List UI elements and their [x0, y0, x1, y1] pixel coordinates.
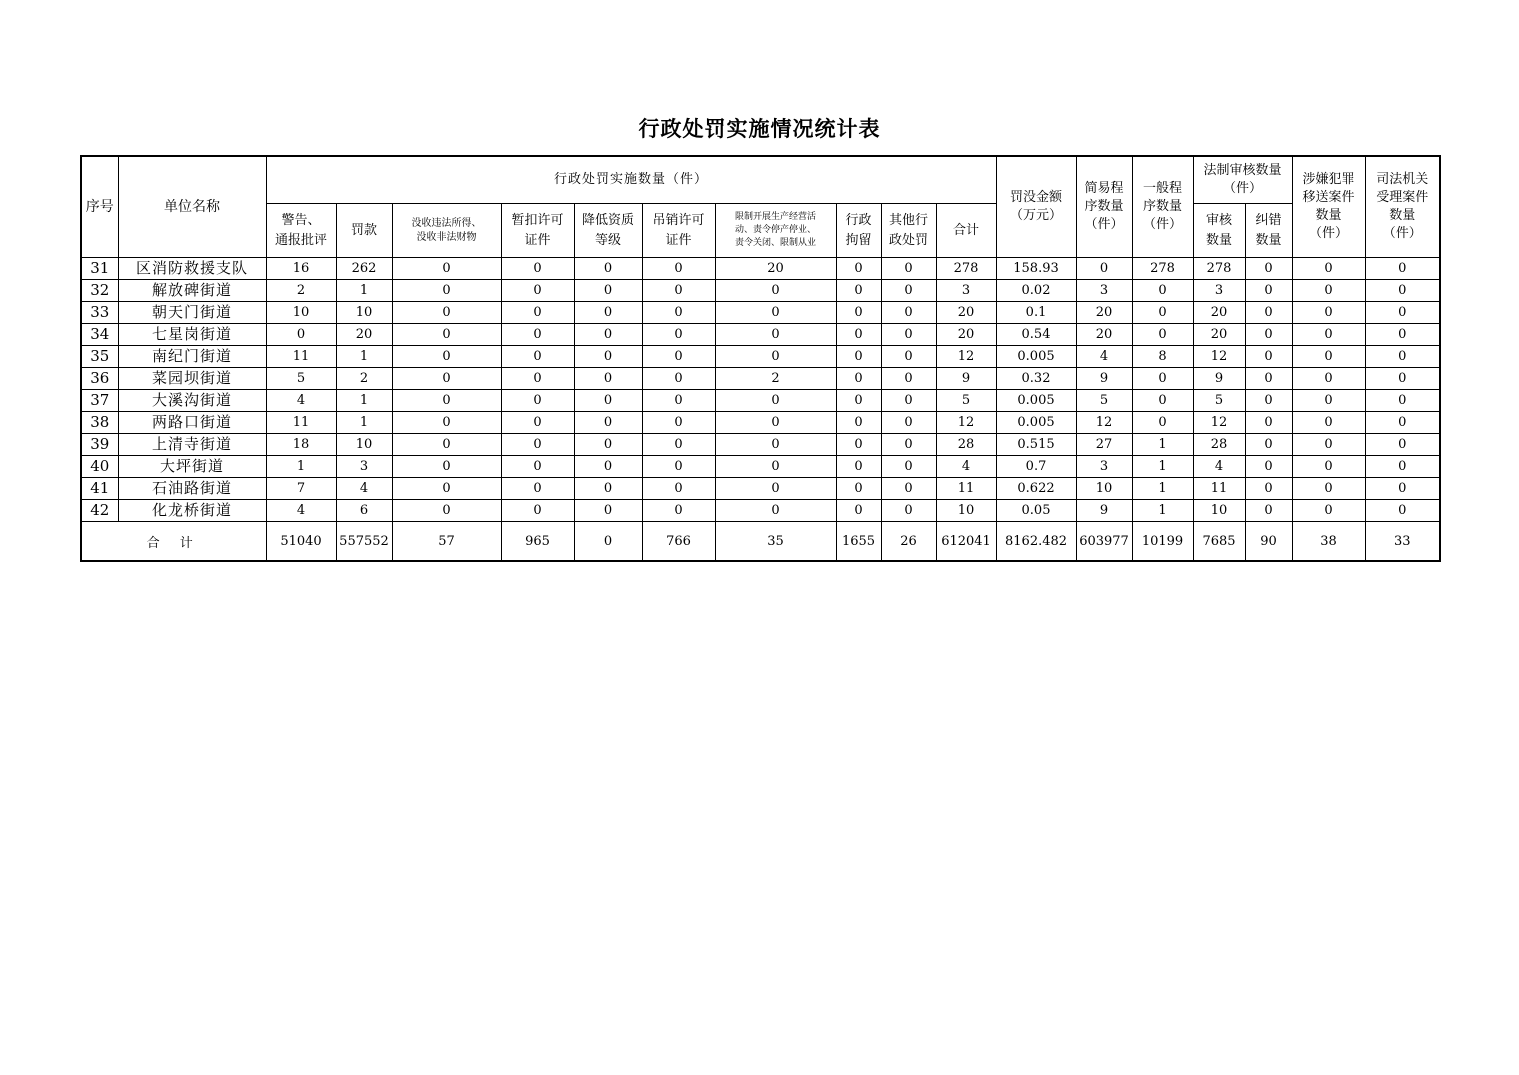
cell-amount: 0.54	[996, 324, 1076, 346]
total-downgrade: 0	[574, 522, 642, 562]
table-row	[81, 368, 1440, 390]
cell-subtotal: 278	[936, 258, 996, 280]
cell-judicial: 0	[1365, 456, 1440, 478]
cell-warning: 7	[266, 478, 336, 500]
cell-detention: 0	[836, 302, 881, 324]
cell-unit: 石油路街道	[118, 478, 266, 500]
header-subtotal: 合计	[936, 204, 996, 258]
cell-judicial: 0	[1365, 302, 1440, 324]
cell-review: 20	[1193, 324, 1245, 346]
cell-criminal: 0	[1292, 258, 1365, 280]
cell-other: 0	[881, 346, 936, 368]
cell-correction: 0	[1245, 258, 1292, 280]
cell-unit: 区消防救援支队	[118, 258, 266, 280]
cell-review: 10	[1193, 500, 1245, 522]
cell-amount: 158.93	[996, 258, 1076, 280]
cell-correction: 0	[1245, 368, 1292, 390]
cell-correction: 0	[1245, 434, 1292, 456]
cell-confiscate: 0	[392, 258, 501, 280]
cell-general: 0	[1132, 412, 1193, 434]
cell-unit: 化龙桥街道	[118, 500, 266, 522]
cell-simple: 27	[1076, 434, 1132, 456]
cell-restrict: 0	[715, 412, 836, 434]
total-revoke: 766	[642, 522, 715, 562]
cell-criminal: 0	[1292, 280, 1365, 302]
cell-amount: 0.02	[996, 280, 1076, 302]
cell-restrict: 2	[715, 368, 836, 390]
cell-warning: 16	[266, 258, 336, 280]
cell-correction: 0	[1245, 302, 1292, 324]
cell-downgrade: 0	[574, 478, 642, 500]
cell-fine: 3	[336, 456, 392, 478]
cell-general: 278	[1132, 258, 1193, 280]
cell-warning: 5	[266, 368, 336, 390]
cell-amount: 0.32	[996, 368, 1076, 390]
cell-judicial: 0	[1365, 390, 1440, 412]
cell-general: 1	[1132, 456, 1193, 478]
cell-seq: 41	[81, 478, 118, 500]
table-row	[81, 258, 1440, 280]
cell-criminal: 0	[1292, 368, 1365, 390]
total-subtotal: 612041	[936, 522, 996, 562]
cell-review: 11	[1193, 478, 1245, 500]
cell-suspend: 0	[501, 258, 574, 280]
cell-criminal: 0	[1292, 390, 1365, 412]
cell-revoke: 0	[642, 478, 715, 500]
cell-suspend: 0	[501, 368, 574, 390]
cell-fine: 4	[336, 478, 392, 500]
cell-detention: 0	[836, 280, 881, 302]
cell-simple: 10	[1076, 478, 1132, 500]
header-detention: 行政 拘留	[836, 204, 881, 258]
cell-fine: 10	[336, 302, 392, 324]
cell-restrict: 0	[715, 346, 836, 368]
header-restrict: 限制开展生产经营活 动、责令停产停业、 责令关闭、限制从业	[715, 204, 836, 258]
cell-seq: 33	[81, 302, 118, 324]
cell-review: 278	[1193, 258, 1245, 280]
cell-warning: 11	[266, 412, 336, 434]
cell-seq: 37	[81, 390, 118, 412]
cell-revoke: 0	[642, 434, 715, 456]
header-judicial-accepted: 司法机关 受理案件 数量 （件）	[1365, 156, 1440, 258]
cell-fine: 1	[336, 346, 392, 368]
table-row	[81, 346, 1440, 368]
total-confiscate: 57	[392, 522, 501, 562]
cell-confiscate: 0	[392, 368, 501, 390]
cell-correction: 0	[1245, 346, 1292, 368]
cell-judicial: 0	[1365, 346, 1440, 368]
cell-amount: 0.7	[996, 456, 1076, 478]
cell-simple: 9	[1076, 500, 1132, 522]
cell-amount: 0.005	[996, 390, 1076, 412]
total-warning: 51040	[266, 522, 336, 562]
header-criminal-transfer: 涉嫌犯罪 移送案件 数量 （件）	[1292, 156, 1365, 258]
cell-correction: 0	[1245, 456, 1292, 478]
cell-restrict: 0	[715, 434, 836, 456]
cell-fine: 1	[336, 412, 392, 434]
header-confiscate: 没收违法所得、 没收非法财物	[392, 204, 501, 258]
cell-criminal: 0	[1292, 302, 1365, 324]
cell-subtotal: 3	[936, 280, 996, 302]
header-seq: 序号	[81, 156, 118, 258]
total-row	[81, 522, 1440, 562]
cell-suspend: 0	[501, 412, 574, 434]
cell-revoke: 0	[642, 456, 715, 478]
cell-other: 0	[881, 302, 936, 324]
cell-other: 0	[881, 412, 936, 434]
cell-suspend: 0	[501, 302, 574, 324]
cell-restrict: 0	[715, 302, 836, 324]
table-row	[81, 434, 1440, 456]
cell-unit: 大坪街道	[118, 456, 266, 478]
cell-general: 0	[1132, 390, 1193, 412]
cell-general: 8	[1132, 346, 1193, 368]
cell-review: 5	[1193, 390, 1245, 412]
cell-revoke: 0	[642, 302, 715, 324]
header-downgrade: 降低资质 等级	[574, 204, 642, 258]
cell-restrict: 0	[715, 456, 836, 478]
cell-unit: 解放碑街道	[118, 280, 266, 302]
cell-warning: 4	[266, 500, 336, 522]
cell-detention: 0	[836, 456, 881, 478]
cell-detention: 0	[836, 478, 881, 500]
cell-confiscate: 0	[392, 500, 501, 522]
header-general-proc: 一般程 序数量 （件）	[1132, 156, 1193, 258]
cell-confiscate: 0	[392, 456, 501, 478]
cell-downgrade: 0	[574, 456, 642, 478]
cell-downgrade: 0	[574, 412, 642, 434]
cell-other: 0	[881, 456, 936, 478]
total-correction: 90	[1245, 522, 1292, 562]
cell-general: 0	[1132, 302, 1193, 324]
cell-seq: 42	[81, 500, 118, 522]
cell-subtotal: 10	[936, 500, 996, 522]
cell-suspend: 0	[501, 434, 574, 456]
cell-confiscate: 0	[392, 434, 501, 456]
cell-suspend: 0	[501, 478, 574, 500]
table-row	[81, 390, 1440, 412]
table-row	[81, 478, 1440, 500]
cell-judicial: 0	[1365, 434, 1440, 456]
cell-simple: 12	[1076, 412, 1132, 434]
cell-warning: 0	[266, 324, 336, 346]
table-row	[81, 412, 1440, 434]
total-fine: 557552	[336, 522, 392, 562]
cell-warning: 1	[266, 456, 336, 478]
cell-other: 0	[881, 368, 936, 390]
cell-simple: 4	[1076, 346, 1132, 368]
cell-seq: 39	[81, 434, 118, 456]
cell-suspend: 0	[501, 324, 574, 346]
cell-unit: 上清寺街道	[118, 434, 266, 456]
header-warning: 警告、 通报批评	[266, 204, 336, 258]
cell-suspend: 0	[501, 346, 574, 368]
cell-judicial: 0	[1365, 280, 1440, 302]
cell-fine: 1	[336, 280, 392, 302]
cell-review: 12	[1193, 412, 1245, 434]
cell-correction: 0	[1245, 390, 1292, 412]
cell-fine: 1	[336, 390, 392, 412]
cell-simple: 3	[1076, 280, 1132, 302]
cell-detention: 0	[836, 434, 881, 456]
cell-revoke: 0	[642, 368, 715, 390]
cell-downgrade: 0	[574, 302, 642, 324]
cell-downgrade: 0	[574, 280, 642, 302]
cell-warning: 11	[266, 346, 336, 368]
cell-amount: 0.1	[996, 302, 1076, 324]
cell-warning: 4	[266, 390, 336, 412]
table-row	[81, 324, 1440, 346]
cell-revoke: 0	[642, 280, 715, 302]
cell-criminal: 0	[1292, 478, 1365, 500]
cell-review: 3	[1193, 280, 1245, 302]
cell-detention: 0	[836, 412, 881, 434]
cell-general: 1	[1132, 500, 1193, 522]
cell-judicial: 0	[1365, 258, 1440, 280]
cell-judicial: 0	[1365, 324, 1440, 346]
cell-seq: 35	[81, 346, 118, 368]
cell-amount: 0.05	[996, 500, 1076, 522]
cell-warning: 18	[266, 434, 336, 456]
total-label: 合 计	[81, 522, 266, 562]
cell-detention: 0	[836, 346, 881, 368]
page-title: 行政处罚实施情况统计表	[638, 117, 881, 141]
cell-subtotal: 20	[936, 324, 996, 346]
cell-fine: 20	[336, 324, 392, 346]
cell-confiscate: 0	[392, 280, 501, 302]
table-row	[81, 280, 1440, 302]
cell-subtotal: 5	[936, 390, 996, 412]
header-other: 其他行 政处罚	[881, 204, 936, 258]
cell-judicial: 0	[1365, 478, 1440, 500]
cell-restrict: 0	[715, 390, 836, 412]
cell-simple: 0	[1076, 258, 1132, 280]
cell-general: 0	[1132, 368, 1193, 390]
cell-downgrade: 0	[574, 368, 642, 390]
cell-suspend: 0	[501, 456, 574, 478]
cell-revoke: 0	[642, 324, 715, 346]
cell-restrict: 0	[715, 478, 836, 500]
cell-simple: 3	[1076, 456, 1132, 478]
cell-suspend: 0	[501, 280, 574, 302]
cell-warning: 2	[266, 280, 336, 302]
cell-suspend: 0	[501, 500, 574, 522]
total-amount: 8162.482	[996, 522, 1076, 562]
header-legal-review-group: 法制审核数量 （件）	[1193, 156, 1292, 204]
header-amount: 罚没金额 （万元）	[996, 156, 1076, 258]
cell-correction: 0	[1245, 478, 1292, 500]
cell-general: 1	[1132, 434, 1193, 456]
cell-fine: 262	[336, 258, 392, 280]
cell-general: 0	[1132, 324, 1193, 346]
cell-downgrade: 0	[574, 434, 642, 456]
total-review: 7685	[1193, 522, 1245, 562]
header-review-count: 审核 数量	[1193, 204, 1245, 258]
total-judicial: 33	[1365, 522, 1440, 562]
header-simple-proc: 简易程 序数量 （件）	[1076, 156, 1132, 258]
cell-seq: 34	[81, 324, 118, 346]
cell-other: 0	[881, 500, 936, 522]
cell-unit: 两路口街道	[118, 412, 266, 434]
cell-other: 0	[881, 258, 936, 280]
cell-restrict: 20	[715, 258, 836, 280]
cell-judicial: 0	[1365, 500, 1440, 522]
cell-detention: 0	[836, 390, 881, 412]
cell-subtotal: 12	[936, 412, 996, 434]
total-general: 10199	[1132, 522, 1193, 562]
cell-detention: 0	[836, 324, 881, 346]
cell-other: 0	[881, 280, 936, 302]
cell-warning: 10	[266, 302, 336, 324]
cell-review: 12	[1193, 346, 1245, 368]
cell-restrict: 0	[715, 280, 836, 302]
cell-detention: 0	[836, 258, 881, 280]
cell-correction: 0	[1245, 324, 1292, 346]
cell-criminal: 0	[1292, 412, 1365, 434]
cell-general: 1	[1132, 478, 1193, 500]
cell-criminal: 0	[1292, 346, 1365, 368]
table-row	[81, 500, 1440, 522]
cell-other: 0	[881, 390, 936, 412]
total-criminal: 38	[1292, 522, 1365, 562]
cell-fine: 10	[336, 434, 392, 456]
header-revoke-license: 吊销许可 证件	[642, 204, 715, 258]
cell-review: 20	[1193, 302, 1245, 324]
cell-detention: 0	[836, 368, 881, 390]
cell-subtotal: 12	[936, 346, 996, 368]
cell-downgrade: 0	[574, 390, 642, 412]
cell-review: 4	[1193, 456, 1245, 478]
total-restrict: 35	[715, 522, 836, 562]
cell-detention: 0	[836, 500, 881, 522]
header-unit: 单位名称	[118, 156, 266, 258]
cell-other: 0	[881, 324, 936, 346]
cell-confiscate: 0	[392, 346, 501, 368]
cell-confiscate: 0	[392, 302, 501, 324]
table-body	[81, 258, 1440, 522]
cell-confiscate: 0	[392, 324, 501, 346]
cell-downgrade: 0	[574, 500, 642, 522]
cell-seq: 36	[81, 368, 118, 390]
cell-revoke: 0	[642, 346, 715, 368]
cell-downgrade: 0	[574, 258, 642, 280]
cell-correction: 0	[1245, 412, 1292, 434]
cell-seq: 38	[81, 412, 118, 434]
cell-criminal: 0	[1292, 324, 1365, 346]
cell-subtotal: 11	[936, 478, 996, 500]
header-row-1	[81, 156, 1440, 204]
cell-criminal: 0	[1292, 456, 1365, 478]
cell-suspend: 0	[501, 390, 574, 412]
cell-downgrade: 0	[574, 346, 642, 368]
cell-subtotal: 20	[936, 302, 996, 324]
cell-simple: 20	[1076, 302, 1132, 324]
cell-simple: 5	[1076, 390, 1132, 412]
cell-simple: 9	[1076, 368, 1132, 390]
cell-review: 9	[1193, 368, 1245, 390]
cell-restrict: 0	[715, 324, 836, 346]
cell-confiscate: 0	[392, 390, 501, 412]
cell-criminal: 0	[1292, 500, 1365, 522]
cell-amount: 0.515	[996, 434, 1076, 456]
cell-unit: 朝天门街道	[118, 302, 266, 324]
cell-amount: 0.005	[996, 412, 1076, 434]
table-row	[81, 302, 1440, 324]
total-simple: 603977	[1076, 522, 1132, 562]
cell-judicial: 0	[1365, 368, 1440, 390]
header-row-2	[81, 204, 1440, 258]
statistics-table	[80, 155, 1441, 562]
cell-correction: 0	[1245, 500, 1292, 522]
total-other: 26	[881, 522, 936, 562]
cell-restrict: 0	[715, 500, 836, 522]
cell-revoke: 0	[642, 390, 715, 412]
cell-revoke: 0	[642, 500, 715, 522]
cell-unit: 南纪门街道	[118, 346, 266, 368]
cell-confiscate: 0	[392, 478, 501, 500]
cell-fine: 2	[336, 368, 392, 390]
cell-seq: 31	[81, 258, 118, 280]
cell-confiscate: 0	[392, 412, 501, 434]
cell-downgrade: 0	[574, 324, 642, 346]
cell-judicial: 0	[1365, 412, 1440, 434]
cell-general: 0	[1132, 280, 1193, 302]
cell-other: 0	[881, 434, 936, 456]
table-row	[81, 456, 1440, 478]
cell-criminal: 0	[1292, 434, 1365, 456]
cell-subtotal: 28	[936, 434, 996, 456]
cell-amount: 0.622	[996, 478, 1076, 500]
cell-revoke: 0	[642, 412, 715, 434]
total-suspend: 965	[501, 522, 574, 562]
cell-simple: 20	[1076, 324, 1132, 346]
cell-unit: 菜园坝街道	[118, 368, 266, 390]
cell-subtotal: 9	[936, 368, 996, 390]
total-detention: 1655	[836, 522, 881, 562]
cell-correction: 0	[1245, 280, 1292, 302]
cell-subtotal: 4	[936, 456, 996, 478]
cell-revoke: 0	[642, 258, 715, 280]
header-fine: 罚款	[336, 204, 392, 258]
cell-seq: 40	[81, 456, 118, 478]
cell-seq: 32	[81, 280, 118, 302]
header-implement-group: 行政处罚实施数量（件）	[266, 156, 996, 204]
cell-unit: 七星岗街道	[118, 324, 266, 346]
header-correction-count: 纠错 数量	[1245, 204, 1292, 258]
cell-unit: 大溪沟街道	[118, 390, 266, 412]
header-suspend-license: 暂扣许可 证件	[501, 204, 574, 258]
cell-fine: 6	[336, 500, 392, 522]
cell-review: 28	[1193, 434, 1245, 456]
cell-other: 0	[881, 478, 936, 500]
cell-amount: 0.005	[996, 346, 1076, 368]
